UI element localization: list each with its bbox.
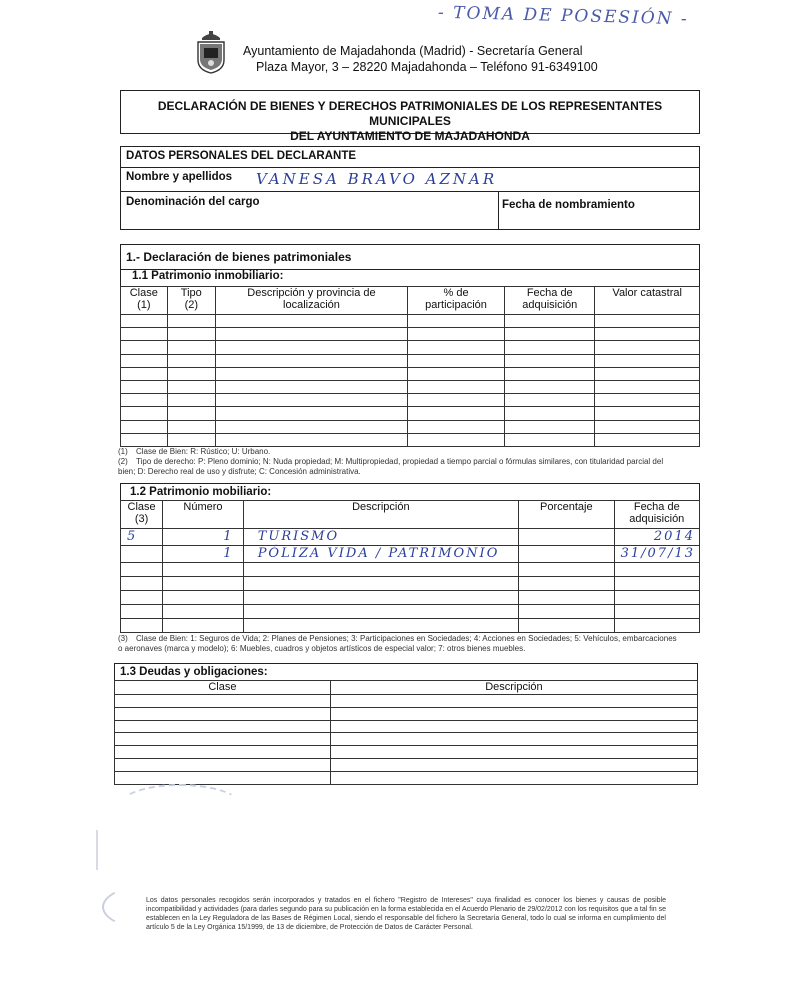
table-cell: 1 xyxy=(163,546,243,563)
table-cell xyxy=(505,380,595,393)
section12-title: 1.2 Patrimonio mobiliario: xyxy=(130,486,272,498)
table-cell xyxy=(121,407,168,420)
table-row xyxy=(121,407,700,420)
table-row xyxy=(121,546,700,563)
table-cell xyxy=(121,315,168,328)
table-row xyxy=(115,707,698,720)
table-cell xyxy=(614,605,699,619)
table-cell xyxy=(330,707,697,720)
table-cell xyxy=(215,367,407,380)
table-cell xyxy=(505,420,595,433)
mobiliario-table xyxy=(120,500,700,633)
table-cell xyxy=(330,695,697,708)
table-cell xyxy=(115,720,331,733)
cargo-label: Denominación del cargo xyxy=(126,196,260,208)
table-cell: PÓLIZA VIDA / PATRIMONIO xyxy=(243,546,518,563)
table-row xyxy=(121,619,700,633)
mobiliario-header-cell: Fecha de adquisición xyxy=(614,501,699,529)
table-cell xyxy=(330,720,697,733)
table-cell xyxy=(115,707,331,720)
table-cell xyxy=(407,328,504,341)
table-cell xyxy=(163,577,243,591)
table-row xyxy=(115,733,698,746)
table-cell xyxy=(167,315,215,328)
table-cell xyxy=(595,354,700,367)
table-cell xyxy=(595,315,700,328)
table-cell xyxy=(121,328,168,341)
table-row xyxy=(121,354,700,367)
table-cell xyxy=(505,315,595,328)
table-cell xyxy=(167,407,215,420)
table-cell xyxy=(505,407,595,420)
table-row xyxy=(121,380,700,393)
table-cell xyxy=(115,746,331,759)
table-cell xyxy=(407,380,504,393)
table-cell xyxy=(243,591,518,605)
table-cell xyxy=(595,420,700,433)
table-cell xyxy=(519,529,615,546)
table-row xyxy=(121,394,700,407)
table-cell xyxy=(407,407,504,420)
table-cell xyxy=(115,733,331,746)
footnote-3: (3) Clase de Bien: 1: Seguros de Vida; 2: Planes de Pensiones; 3: Participaciones en Sociedades; 4: Acciones en Sociedades; 5: Vehículos, embarcaciones o aeronaves (marca y modelo); 6: Muebles, cuadros y objetos artísticos de especial valor; 7: otros bienes muebles. xyxy=(118,634,677,653)
table-cell xyxy=(505,354,595,367)
table-cell xyxy=(505,328,595,341)
table-cell xyxy=(595,367,700,380)
table-cell xyxy=(121,367,168,380)
table-cell xyxy=(167,341,215,354)
table-cell xyxy=(595,394,700,407)
table-cell xyxy=(519,546,615,563)
table-cell xyxy=(519,605,615,619)
table-row xyxy=(121,605,700,619)
table-cell xyxy=(614,619,699,633)
section11-title: 1.1 Patrimonio inmobiliario: xyxy=(132,270,284,282)
table-row xyxy=(115,720,698,733)
header-line1: Ayuntamiento de Majadahonda (Madrid) - Secretaría General xyxy=(243,44,583,58)
table-cell xyxy=(215,380,407,393)
table-cell xyxy=(163,605,243,619)
table-cell xyxy=(163,619,243,633)
table-cell xyxy=(215,394,407,407)
mobiliario-header-cell: Clase (3) xyxy=(121,501,163,529)
table-cell: 31/07/13 xyxy=(614,546,699,563)
table-cell xyxy=(215,341,407,354)
table-cell xyxy=(614,577,699,591)
faint-stamp-mark xyxy=(118,784,242,828)
table-cell xyxy=(115,695,331,708)
header-line2: Plaza Mayor, 3 – 28220 Majadahonda – Teléfono 91-6349100 xyxy=(256,60,598,74)
table-cell xyxy=(595,433,700,446)
table-cell xyxy=(215,354,407,367)
table-cell xyxy=(215,328,407,341)
table-row xyxy=(121,315,700,328)
table-cell xyxy=(595,328,700,341)
table-cell xyxy=(407,341,504,354)
deudas-header-cell: Descripción xyxy=(330,681,697,695)
table-cell xyxy=(215,433,407,446)
table-cell xyxy=(243,577,518,591)
table-cell xyxy=(505,367,595,380)
table-cell xyxy=(121,341,168,354)
table-cell xyxy=(330,758,697,771)
table-cell xyxy=(614,563,699,577)
table-cell xyxy=(407,433,504,446)
table-row xyxy=(121,328,700,341)
title-line2: DEL AYUNTAMIENTO DE MAJADAHONDA xyxy=(290,129,530,143)
table-cell xyxy=(330,771,697,784)
table-cell xyxy=(243,605,518,619)
deudas-header-row xyxy=(115,681,698,695)
table-cell: TURISMO xyxy=(243,529,518,546)
table-row xyxy=(115,746,698,759)
table-cell xyxy=(595,341,700,354)
mobiliario-header-cell: Número xyxy=(163,501,243,529)
mobiliario-header-cell: Descripción xyxy=(243,501,518,529)
table-cell xyxy=(167,367,215,380)
table-cell: 1 xyxy=(163,529,243,546)
inmobiliario-table xyxy=(120,286,700,447)
municipal-seal-icon xyxy=(194,30,228,74)
deudas-table xyxy=(114,680,698,785)
table-row xyxy=(115,771,698,784)
inmobiliario-header-cell: Fecha de adquisición xyxy=(505,287,595,315)
table-cell xyxy=(243,563,518,577)
table-cell xyxy=(167,328,215,341)
table-cell xyxy=(121,380,168,393)
section13-title: 1.3 Deudas y obligaciones: xyxy=(120,666,268,678)
table-cell xyxy=(595,380,700,393)
footnote-2: (2) Tipo de derecho: P: Pleno dominio; N: Nuda propiedad; M: Multipropiedad, propiedad a tiempo parcial o fórmulas similares, con titularidad parcial del bien; D: Derecho real de uso y disfrute; C: Concesión administrativa. xyxy=(118,457,664,476)
inmobiliario-header-cell: Valor catastral xyxy=(595,287,700,315)
table-row xyxy=(121,577,700,591)
table-cell xyxy=(407,420,504,433)
table-cell xyxy=(519,577,615,591)
inmobiliario-header-cell: Clase (1) xyxy=(121,287,168,315)
table-cell xyxy=(505,394,595,407)
table-cell xyxy=(407,394,504,407)
personal-section-title: DATOS PERSONALES DEL DECLARANTE xyxy=(126,150,357,162)
table-cell xyxy=(167,380,215,393)
table-cell xyxy=(519,619,615,633)
mobiliario-header-cell: Porcentaje xyxy=(519,501,615,529)
table-cell xyxy=(121,420,168,433)
table-cell xyxy=(519,563,615,577)
inmobiliario-header-cell: % de participación xyxy=(407,287,504,315)
table-cell xyxy=(163,563,243,577)
table-cell xyxy=(614,591,699,605)
table-row xyxy=(121,341,700,354)
table-cell xyxy=(115,758,331,771)
table-cell xyxy=(167,354,215,367)
inmobiliario-header-cell: Descripción y provincia de localización xyxy=(215,287,407,315)
table-cell xyxy=(407,367,504,380)
table-cell xyxy=(505,433,595,446)
deudas-header-cell: Clase xyxy=(115,681,331,695)
fecha-nombramiento-label: Fecha de nombramiento xyxy=(502,199,635,211)
name-label: Nombre y apellidos xyxy=(126,171,233,183)
title-line1: DECLARACIÓN DE BIENES Y DERECHOS PATRIMONIALES DE LOS REPRESENTANTES MUNICIPALES xyxy=(157,99,663,128)
table-cell xyxy=(121,394,168,407)
table-cell xyxy=(167,394,215,407)
table-cell xyxy=(115,771,331,784)
table-row xyxy=(121,433,700,446)
table-row xyxy=(121,529,700,546)
inmobiliario-header-row xyxy=(121,287,700,315)
table-cell xyxy=(215,315,407,328)
document-title xyxy=(120,90,700,143)
section1-title: 1.- Declaración de bienes patrimoniales xyxy=(126,250,352,264)
table-row xyxy=(121,563,700,577)
name-value: VANESA BRAVO AZNAR xyxy=(256,170,498,188)
table-row xyxy=(121,591,700,605)
table-cell xyxy=(505,341,595,354)
table-cell: 5 xyxy=(121,529,163,546)
table-cell xyxy=(121,591,163,605)
table-cell xyxy=(215,420,407,433)
table-cell xyxy=(121,546,163,563)
inmobiliario-header-cell: Tipo (2) xyxy=(167,287,215,315)
table-row xyxy=(121,367,700,380)
table-cell xyxy=(519,591,615,605)
table-cell xyxy=(595,407,700,420)
mobiliario-header-row xyxy=(121,501,700,529)
table-cell xyxy=(121,433,168,446)
table-cell xyxy=(121,354,168,367)
table-cell xyxy=(121,577,163,591)
table-cell xyxy=(407,315,504,328)
table-cell xyxy=(215,407,407,420)
table-cell xyxy=(167,420,215,433)
footer-privacy-text: Los datos personales recogidos serán incorporados y tratados en el fichero "Registro de Intereses" cuya finalidad es conocer los bienes y causas de posible incompatibilidad y actividades (para darles segundo para su publicación en la forma establecida en el Acuerdo Plenario de 29/02/2012 con los requisitos que a tal fin se establecen en la Ley Reguladora de las Bases de Régimen Local, siendo el responsable del fichero la Secretaría General, todo lo cual se informa en cumplimiento del artículo 5 de la Ley Orgánica 15/1999, de 13 de diciembre, de Protección de Datos de Carácter Personal. xyxy=(146,897,666,931)
table-cell xyxy=(407,354,504,367)
table-row xyxy=(121,420,700,433)
table-cell xyxy=(121,605,163,619)
table-cell: 2014 xyxy=(614,529,699,546)
table-cell xyxy=(330,746,697,759)
handwritten-top-note: - TOMA DE POSESIÓN - xyxy=(437,2,689,30)
table-cell xyxy=(121,619,163,633)
table-cell xyxy=(243,619,518,633)
table-row xyxy=(115,695,698,708)
table-cell xyxy=(121,563,163,577)
faint-line xyxy=(96,830,98,870)
table-cell xyxy=(163,591,243,605)
footnote-1: (1) Clase de Bien: R: Rústico; U: Urbano. xyxy=(118,447,271,456)
table-cell xyxy=(330,733,697,746)
table-cell xyxy=(167,433,215,446)
table-row xyxy=(115,758,698,771)
